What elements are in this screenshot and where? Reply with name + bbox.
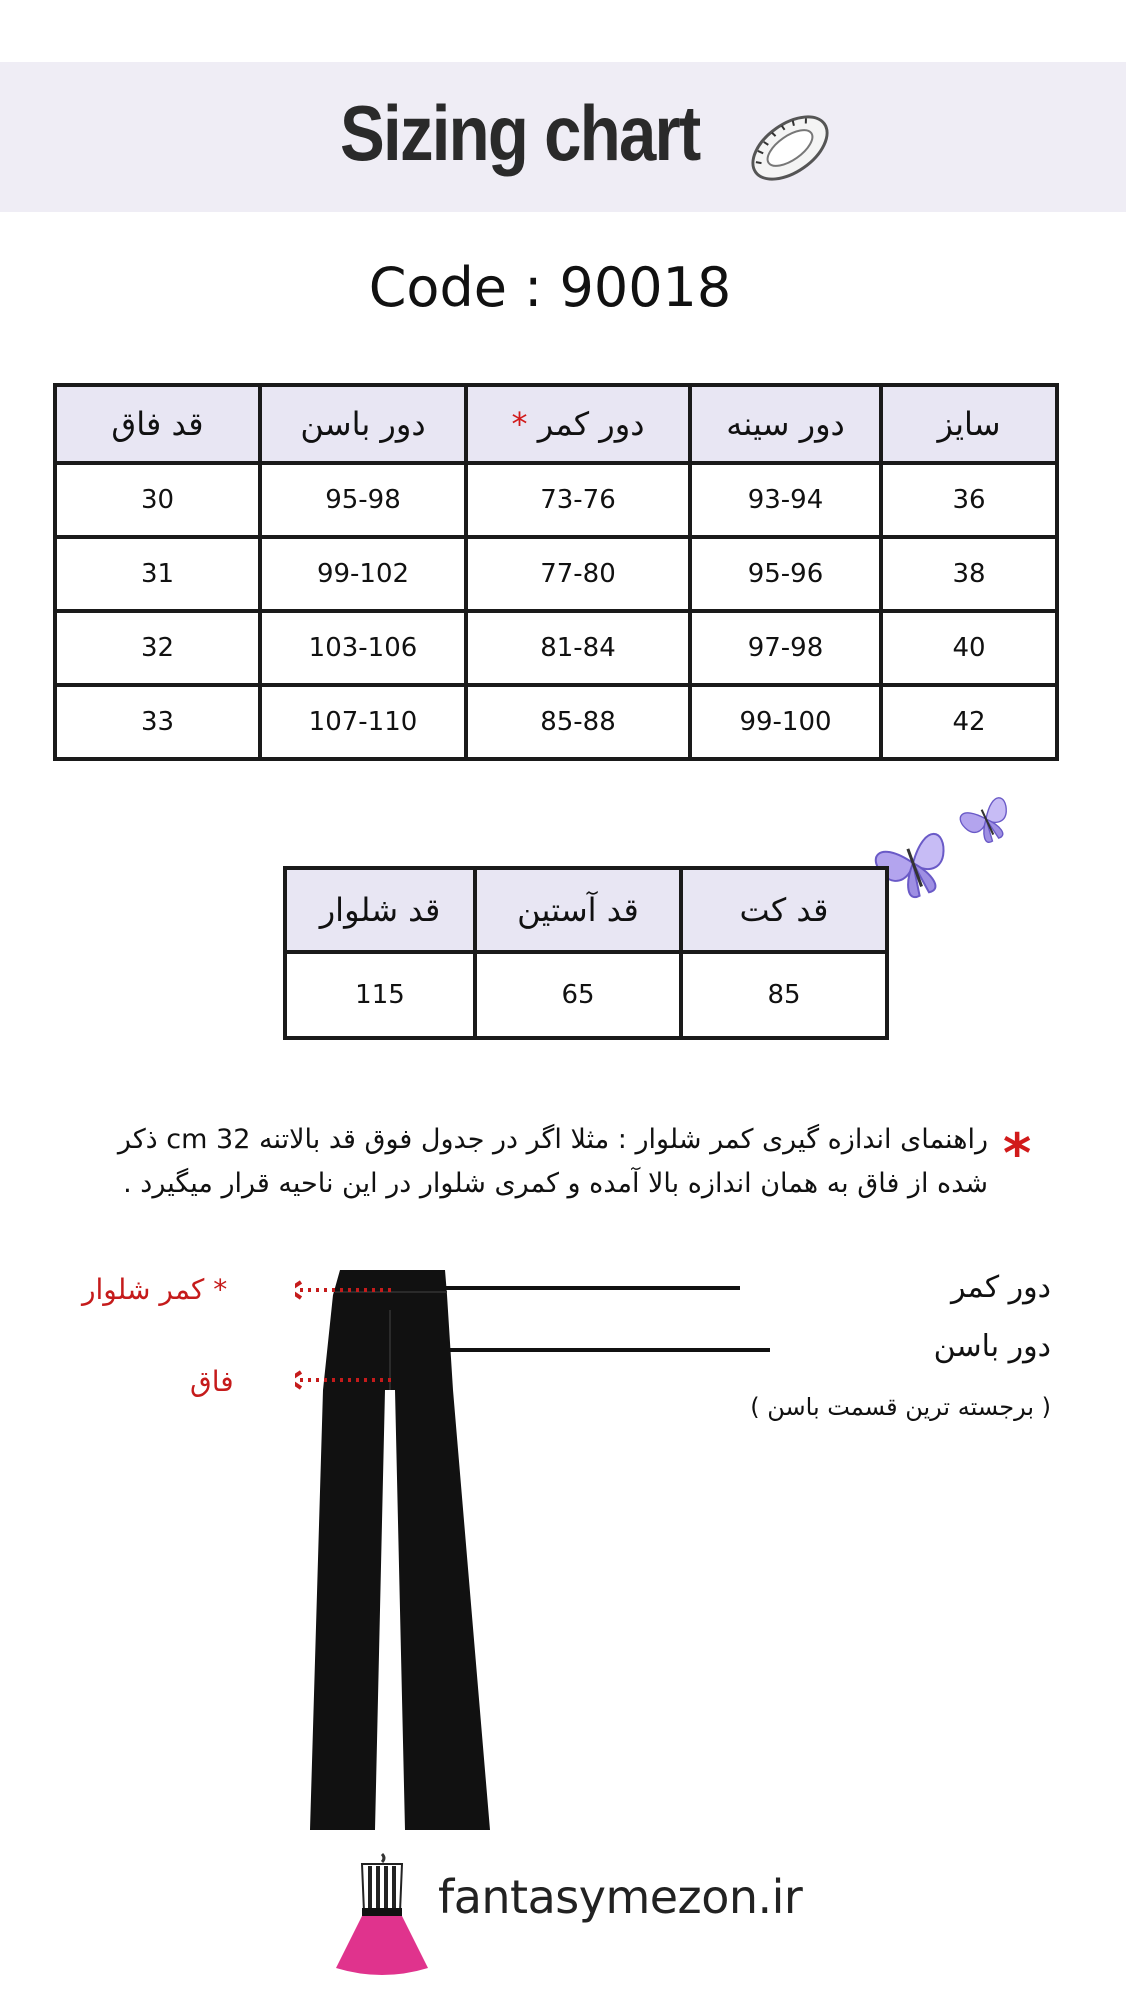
table-row (55, 537, 1057, 611)
header-waist (466, 385, 690, 463)
size-table (53, 383, 1059, 761)
header-hip: دور باسن (260, 385, 466, 463)
site-url: fantasymezon.ir (438, 1870, 803, 1924)
cell-size: 36 (881, 463, 1057, 537)
cell-size: 42 (881, 685, 1057, 759)
pants-silhouette (310, 1270, 490, 1830)
waist-star: * (511, 405, 528, 443)
cell-size: 40 (881, 611, 1057, 685)
length-table (283, 866, 889, 1040)
header-crotch: قد فاق (55, 385, 260, 463)
header-size: سایز (881, 385, 1057, 463)
crotch-label: فاق (190, 1365, 234, 1398)
cell-hip: 99-102 (260, 537, 466, 611)
measurement-guide (88, 1118, 988, 1206)
cell-waist: 85-88 (466, 685, 690, 759)
cell-jacket-length: 85 (681, 952, 887, 1038)
cell-chest: 93-94 (690, 463, 881, 537)
header-pants-length: قد شلوار (285, 868, 475, 952)
pants-waist-label: * کمر شلوار (82, 1273, 228, 1306)
cell-waist: 77-80 (466, 537, 690, 611)
product-code: Code : 90018 (368, 256, 732, 319)
cell-crotch: 31 (55, 537, 260, 611)
hip-label: دور باسن (933, 1329, 1051, 1364)
cell-crotch: 33 (55, 685, 260, 759)
cell-hip: 107-110 (260, 685, 466, 759)
hip-note: ( برجسته ترین قسمت باسن ) (750, 1393, 1051, 1421)
guide-star: * (1003, 1122, 1032, 1185)
cell-waist: 81-84 (466, 611, 690, 685)
pants-diagram (295, 1270, 995, 1840)
cell-sleeve-length: 65 (475, 952, 681, 1038)
cell-hip: 95-98 (260, 463, 466, 537)
cell-chest: 95-96 (690, 537, 881, 611)
butterfly-small-icon (955, 788, 1017, 850)
page-title: Sizing chart (340, 89, 700, 177)
cell-crotch: 32 (55, 611, 260, 685)
cell-size: 38 (881, 537, 1057, 611)
cell-crotch: 30 (55, 463, 260, 537)
length-table-header-row (285, 868, 887, 952)
table-row (55, 685, 1057, 759)
measuring-tape-icon (740, 100, 840, 195)
guide-line-1: راهنمای اندازه گیری کمر شلوار : مثلا اگر در جدول فوق قد بالاتنه 32 cm ذکر (117, 1124, 988, 1155)
cell-hip: 103-106 (260, 611, 466, 685)
waist-label: دور کمر (950, 1270, 1051, 1305)
cell-chest: 99-100 (690, 685, 881, 759)
header-waist-label: دور کمر (537, 405, 645, 443)
guide-line-2: شده از فاق به همان اندازه بالا آمده و کمری شلوار در این ناحیه قرار میگیرد . (123, 1168, 988, 1199)
header-sleeve-length: قد آستین (475, 868, 681, 952)
table-row (55, 611, 1057, 685)
table-row (285, 952, 887, 1038)
size-table-header-row (55, 385, 1057, 463)
cell-chest: 97-98 (690, 611, 881, 685)
cell-waist: 73-76 (466, 463, 690, 537)
table-row (55, 463, 1057, 537)
header-chest: دور سینه (690, 385, 881, 463)
header-jacket-length: قد کت (681, 868, 887, 952)
dress-logo-icon (332, 1850, 432, 1980)
cell-pants-length: 115 (285, 952, 475, 1038)
